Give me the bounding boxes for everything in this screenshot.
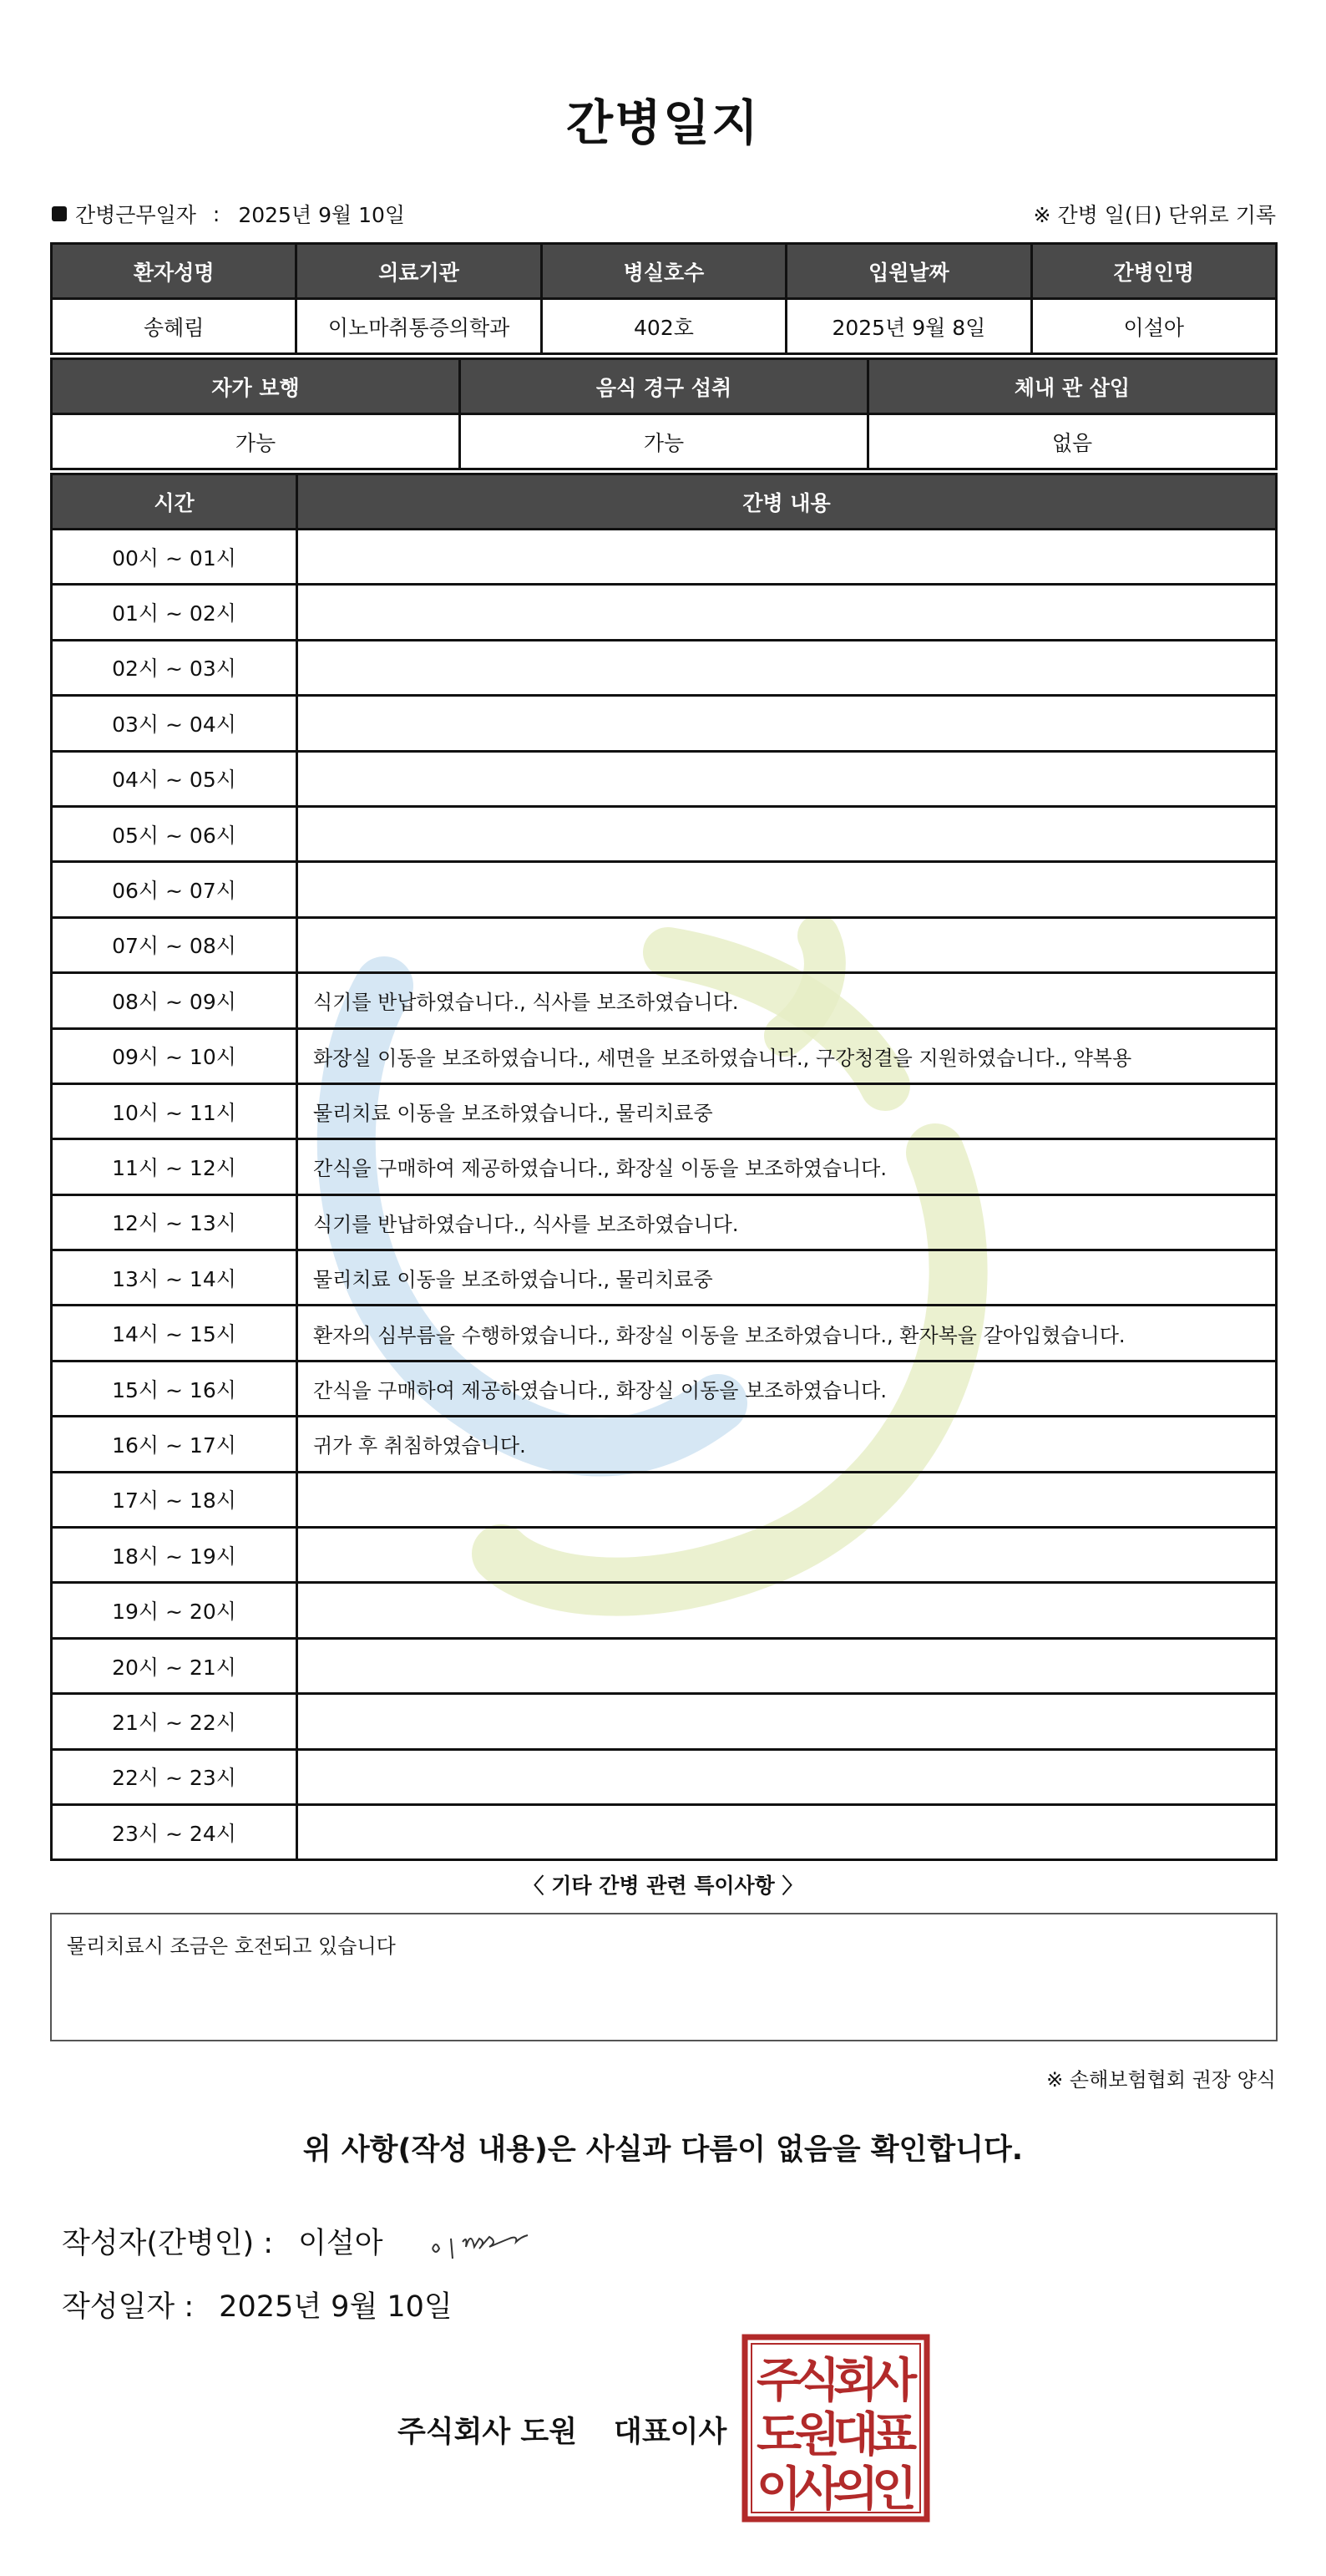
care-content: 간식을 구매하여 제공하였습니다., 화장실 이동을 보조하였습니다. xyxy=(297,1139,1277,1194)
patient-info-table xyxy=(50,242,1278,355)
table-row xyxy=(52,585,1277,640)
care-content: 식기를 반납하였습니다., 식사를 보조하였습니다. xyxy=(297,1194,1277,1250)
time-slot: 22시 ~ 23시 xyxy=(52,1749,297,1804)
time-slot: 17시 ~ 18시 xyxy=(52,1472,297,1527)
table-row xyxy=(52,1361,1277,1416)
care-content xyxy=(297,640,1277,695)
table-row xyxy=(52,1139,1277,1194)
walking-value: 가능 xyxy=(52,414,460,469)
time-slot: 01시 ~ 02시 xyxy=(52,585,297,640)
care-content: 귀가 후 취침하였습니다. xyxy=(297,1417,1277,1472)
time-slot: 06시 ~ 07시 xyxy=(52,862,297,917)
square-bullet-icon xyxy=(52,206,67,221)
tube-insertion-header: 체내 관 삽입 xyxy=(868,359,1277,414)
svg-text:이: 이 xyxy=(756,2462,802,2517)
special-notes-content: 물리치료시 조금은 호전되고 있습니다 xyxy=(67,1935,396,1958)
table-row xyxy=(52,973,1277,1028)
time-slot: 14시 ~ 15시 xyxy=(52,1306,297,1361)
care-log-table xyxy=(50,473,1278,1861)
company-seal-stamp xyxy=(741,2334,930,2523)
ability-info-table xyxy=(50,357,1278,470)
svg-text:원: 원 xyxy=(794,2408,841,2462)
time-slot: 12시 ~ 13시 xyxy=(52,1194,297,1250)
caregiver-name-header: 간병인명 xyxy=(1031,244,1276,299)
table-row xyxy=(52,1694,1277,1749)
work-date-label: 간병근무일자 xyxy=(75,203,196,227)
writer-line xyxy=(62,2220,383,2262)
written-date-value: 2025년 9월 10일 xyxy=(219,2290,453,2324)
table-row xyxy=(52,1638,1277,1693)
writer-label: 작성자(간병인) : xyxy=(62,2227,274,2260)
time-slot: 20시 ~ 21시 xyxy=(52,1638,297,1693)
time-slot: 11시 ~ 12시 xyxy=(52,1139,297,1194)
admission-date: 2025년 9월 8일 xyxy=(787,299,1031,354)
care-content: 화장실 이동을 보조하였습니다., 세면을 보조하였습니다., 구강청결을 지원하였습니다., 약복용 xyxy=(297,1028,1277,1083)
care-content xyxy=(297,1694,1277,1749)
table-row xyxy=(52,1028,1277,1083)
table-row xyxy=(52,917,1277,972)
svg-text:대: 대 xyxy=(833,2408,879,2462)
time-slot: 23시 ~ 24시 xyxy=(52,1804,297,1859)
svg-text:사: 사 xyxy=(871,2354,918,2408)
time-slot: 21시 ~ 22시 xyxy=(52,1694,297,1749)
time-slot: 16시 ~ 17시 xyxy=(52,1417,297,1472)
time-slot: 04시 ~ 05시 xyxy=(52,751,297,806)
room-header: 병실호수 xyxy=(541,244,786,299)
table-row xyxy=(52,1804,1277,1859)
care-content: 물리치료 이동을 보조하였습니다., 물리치료중 xyxy=(297,1250,1277,1306)
care-content xyxy=(297,862,1277,917)
table-row xyxy=(52,806,1277,861)
form-note: ※ 손해보험협회 권장 양식 xyxy=(1046,2068,1276,2092)
work-date-value: 2025년 9월 10일 xyxy=(238,203,406,227)
time-slot: 13시 ~ 14시 xyxy=(52,1250,297,1306)
svg-text:도: 도 xyxy=(756,2408,802,2462)
care-content: 물리치료 이동을 보조하였습니다., 물리치료중 xyxy=(297,1083,1277,1138)
caregiver-name: 이설아 xyxy=(1031,299,1276,354)
svg-text:의: 의 xyxy=(833,2462,879,2517)
special-notes-title: 〈 기타 간병 관련 특이사항 〉 xyxy=(523,1874,803,1898)
hospital-name: 이노마취통증의학과 xyxy=(296,299,541,354)
patient-name-header: 환자성명 xyxy=(52,244,296,299)
table-row xyxy=(52,1528,1277,1583)
tube-insertion-value: 없음 xyxy=(868,414,1277,469)
svg-text:식: 식 xyxy=(794,2354,841,2408)
time-slot: 18시 ~ 19시 xyxy=(52,1528,297,1583)
care-content xyxy=(297,1804,1277,1859)
time-slot: 19시 ~ 20시 xyxy=(52,1583,297,1638)
company-name: 주식회사 도원 xyxy=(397,2416,578,2449)
time-slot: 10시 ~ 11시 xyxy=(52,1083,297,1138)
care-content xyxy=(297,1638,1277,1693)
table-row xyxy=(52,1083,1277,1138)
care-content xyxy=(297,1749,1277,1804)
work-date-line xyxy=(52,199,405,229)
care-content xyxy=(297,696,1277,751)
care-content xyxy=(297,1472,1277,1527)
care-content xyxy=(297,1583,1277,1638)
confirmation-statement: 위 사항(작성 내용)은 사실과 다름이 없음을 확인합니다. xyxy=(302,2133,1024,2167)
svg-text:사: 사 xyxy=(794,2462,841,2517)
ceo-title: 대표이사 xyxy=(614,2416,727,2449)
hospital-header: 의료기관 xyxy=(296,244,541,299)
time-slot: 02시 ~ 03시 xyxy=(52,640,297,695)
care-content xyxy=(297,585,1277,640)
table-row xyxy=(52,751,1277,806)
svg-text:회: 회 xyxy=(833,2354,879,2408)
time-slot: 05시 ~ 06시 xyxy=(52,806,297,861)
special-notes-box xyxy=(50,1913,1278,2041)
table-row xyxy=(52,1472,1277,1527)
care-content: 환자의 심부름을 수행하였습니다., 화장실 이동을 보조하였습니다., 환자복을 갈아입혔습니다. xyxy=(297,1306,1277,1361)
table-row xyxy=(52,640,1277,695)
handwritten-signature xyxy=(426,2213,576,2264)
care-content: 간식을 구매하여 제공하였습니다., 화장실 이동을 보조하였습니다. xyxy=(297,1361,1277,1416)
written-date-label: 작성일자 : xyxy=(62,2290,195,2324)
patient-name: 송혜림 xyxy=(52,299,296,354)
time-slot: 15시 ~ 16시 xyxy=(52,1361,297,1416)
walking-header: 자가 보행 xyxy=(52,359,460,414)
oral-intake-value: 가능 xyxy=(460,414,868,469)
care-log-body xyxy=(52,530,1277,1860)
care-content xyxy=(297,917,1277,972)
time-slot: 07시 ~ 08시 xyxy=(52,917,297,972)
care-content xyxy=(297,530,1277,585)
time-header: 시간 xyxy=(52,474,297,530)
svg-text:인: 인 xyxy=(871,2462,918,2517)
content-header: 간병 내용 xyxy=(297,474,1277,530)
admission-date-header: 입원날짜 xyxy=(787,244,1031,299)
oral-intake-header: 음식 경구 섭취 xyxy=(460,359,868,414)
time-slot: 09시 ~ 10시 xyxy=(52,1028,297,1083)
unit-note: ※ 간병 일(日) 단위로 기록 xyxy=(1033,203,1276,227)
table-row xyxy=(52,1749,1277,1804)
svg-text:주: 주 xyxy=(756,2354,802,2408)
time-slot: 00시 ~ 01시 xyxy=(52,530,297,585)
table-row xyxy=(52,1250,1277,1306)
page-title: 간병일지 xyxy=(565,94,761,151)
time-slot: 08시 ~ 09시 xyxy=(52,973,297,1028)
time-slot: 03시 ~ 04시 xyxy=(52,696,297,751)
table-row xyxy=(52,1306,1277,1361)
written-date-line xyxy=(62,2284,453,2325)
table-row xyxy=(52,1417,1277,1472)
writer-name: 이설아 xyxy=(298,2227,383,2260)
svg-text:표: 표 xyxy=(871,2408,918,2462)
table-row xyxy=(52,696,1277,751)
table-row xyxy=(52,530,1277,585)
company-signoff xyxy=(397,2409,726,2451)
care-content xyxy=(297,751,1277,806)
care-content xyxy=(297,1528,1277,1583)
room-number: 402호 xyxy=(541,299,786,354)
table-row xyxy=(52,1194,1277,1250)
work-date-colon: : xyxy=(212,201,220,226)
care-content: 식기를 반납하였습니다., 식사를 보조하였습니다. xyxy=(297,973,1277,1028)
care-content xyxy=(297,806,1277,861)
table-row xyxy=(52,862,1277,917)
table-row xyxy=(52,1583,1277,1638)
